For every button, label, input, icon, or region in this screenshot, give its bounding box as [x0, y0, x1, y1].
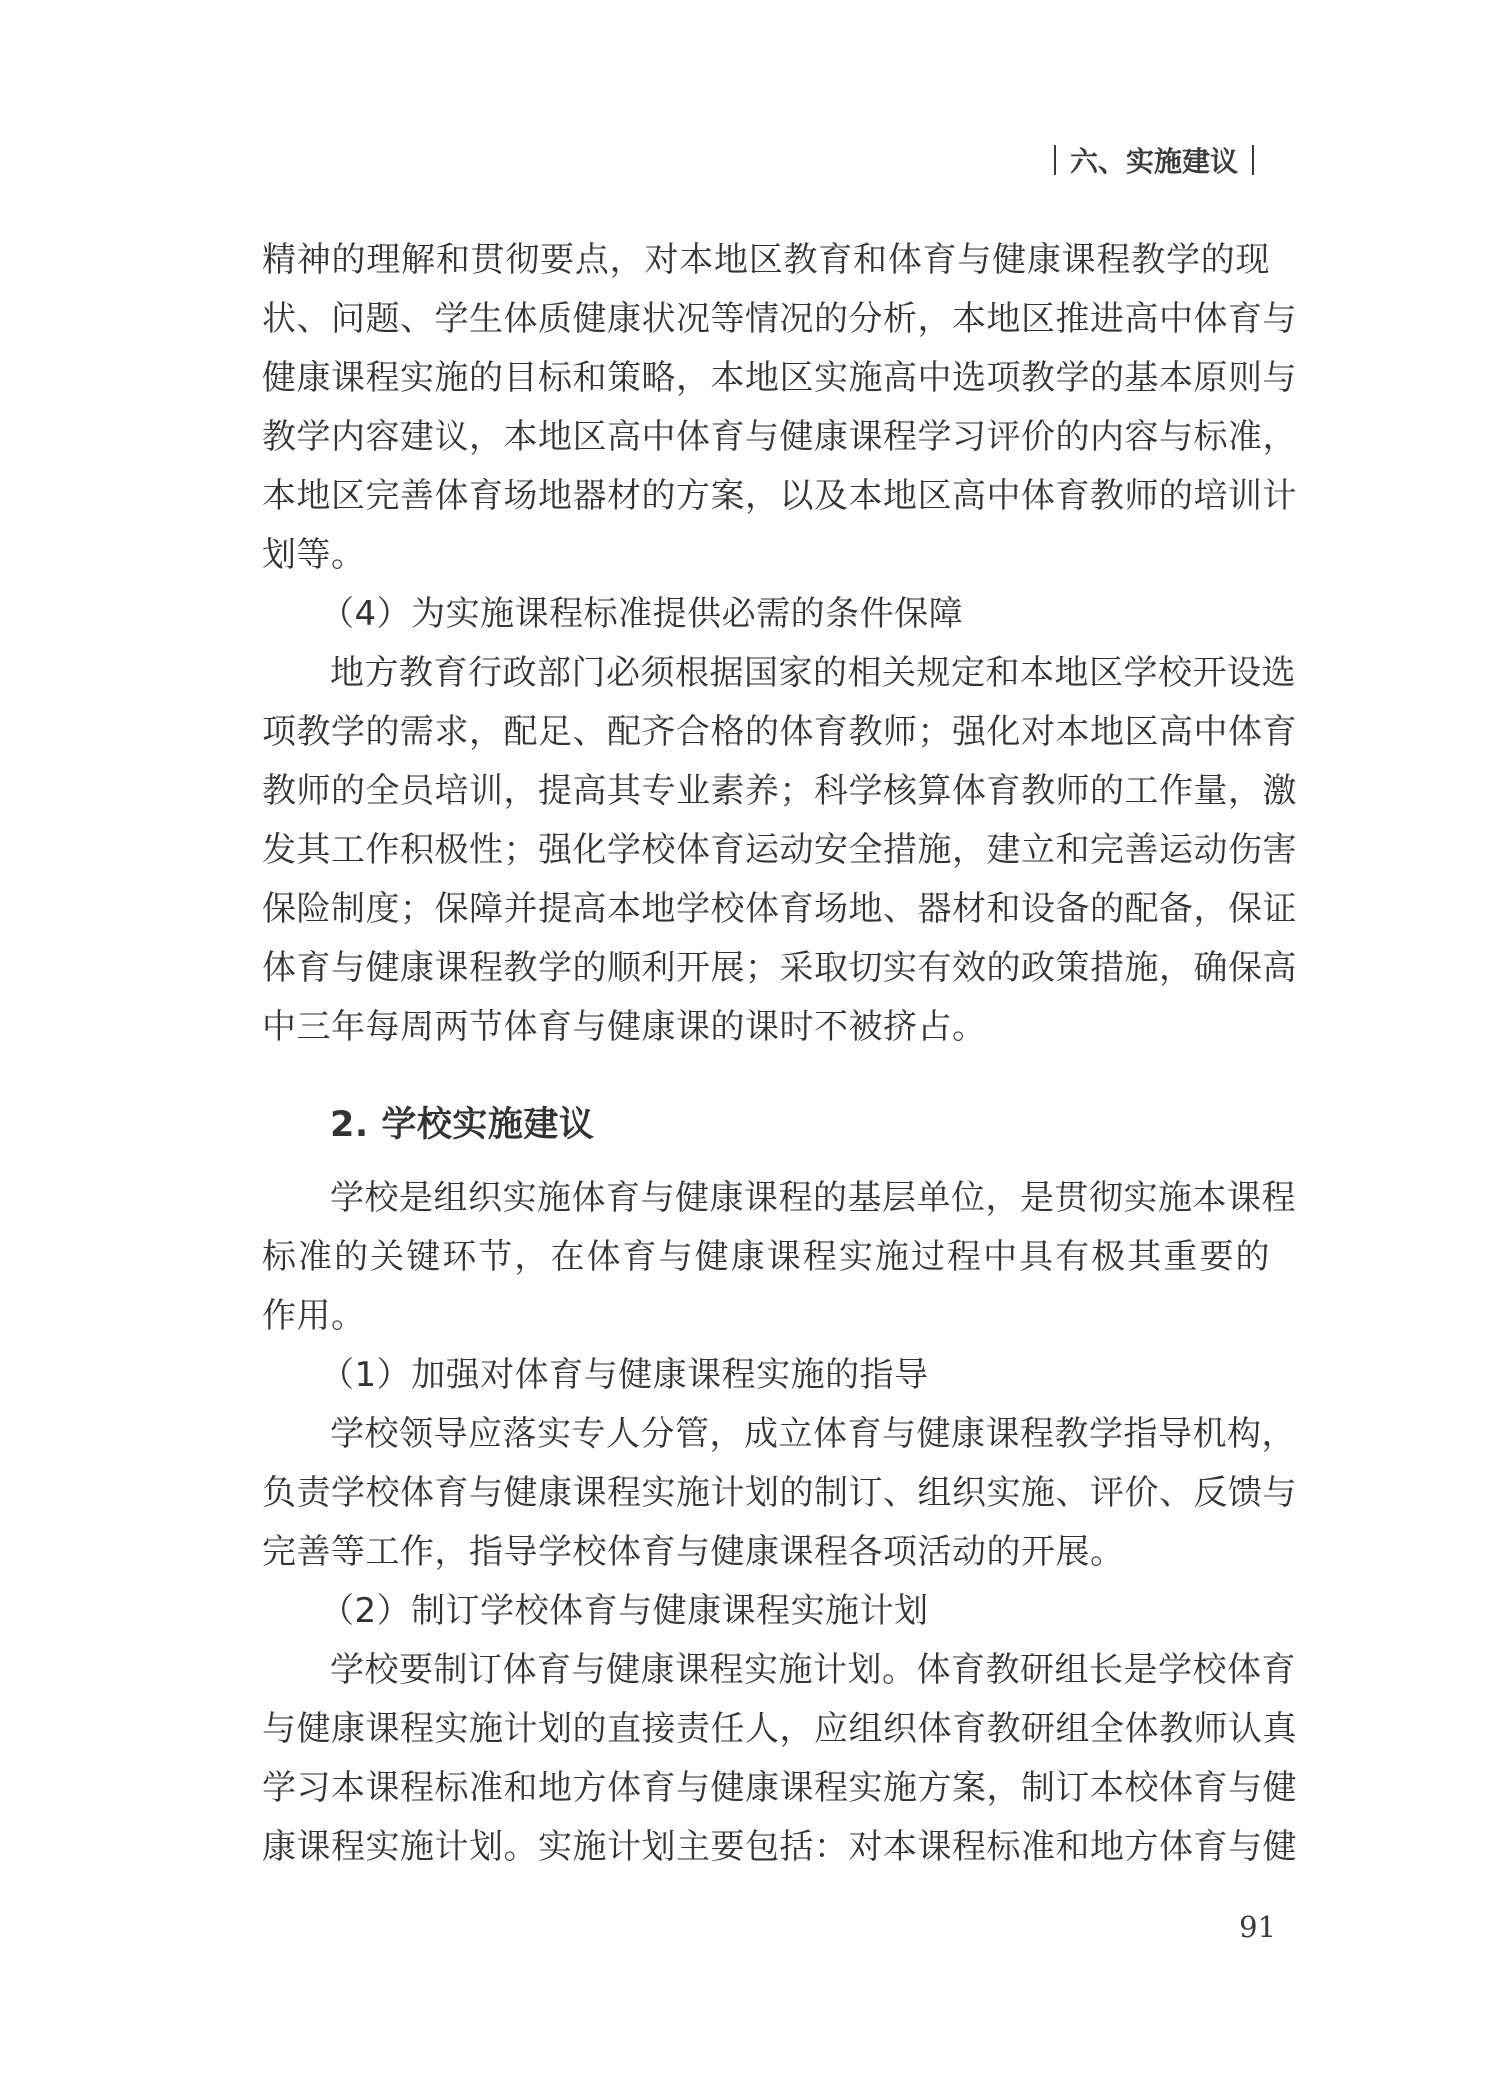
header-left-rule	[1054, 145, 1056, 175]
header-title: 六、实施建议	[1069, 145, 1238, 178]
paragraph-line: 与健康课程实施计划的直接责任人，应组织体育教研组全体教师认真	[262, 1709, 1297, 1749]
paragraph-line: 教学内容建议，本地区高中体育与健康课程学习评价的内容与标准，	[262, 417, 1297, 457]
paragraph-line: 发其工作积极性；强化学校体育运动安全措施，建立和完善运动伤害	[262, 830, 1297, 870]
paragraph-line: 项教学的需求，配足、配齐合格的体育教师；强化对本地区高中体育	[262, 712, 1297, 752]
paragraph-line: 康课程实施计划。实施计划主要包括：对本课程标准和地方体育与健	[262, 1827, 1297, 1867]
paragraph-line: 学习本课程标准和地方体育与健康课程实施方案，制订本校体育与健	[262, 1768, 1297, 1808]
paragraph-line: 学校领导应落实专人分管，成立体育与健康课程教学指导机构，	[330, 1414, 1296, 1454]
paragraph-line: 体育与健康课程教学的顺利开展；采取切实有效的政策措施，确保高	[262, 948, 1297, 988]
paragraph-line: 负责学校体育与健康课程实施计划的制订、组织实施、评价、反馈与	[262, 1473, 1297, 1513]
paragraph-line: 学校要制订体育与健康课程实施计划。体育教研组长是学校体育	[330, 1650, 1296, 1690]
paragraph-line: 划等。	[262, 535, 366, 575]
page-number: 91	[1239, 1910, 1276, 1944]
section-heading: 2. 学校实施建议	[330, 1105, 595, 1145]
paragraph-line: 健康课程实施的目标和策略，本地区实施高中选项教学的基本原则与	[262, 358, 1297, 398]
subsection-heading: （1）加强对体育与健康课程实施的指导	[320, 1355, 929, 1395]
paragraph-line: 作用。	[262, 1296, 366, 1336]
running-header	[1034, 140, 1274, 180]
subsection-heading: （4）为实施课程标准提供必需的条件保障	[320, 594, 964, 634]
subsection-heading: （2）制订学校体育与健康课程实施计划	[320, 1591, 929, 1631]
paragraph-line: 标准的关键环节，在体育与健康课程实施过程中具有极其重要的	[262, 1237, 1270, 1277]
paragraph-line: 教师的全员培训，提高其专业素养；科学核算体育教师的工作量，激	[262, 771, 1297, 811]
paragraph-line: 保险制度；保障并提高本地学校体育场地、器材和设备的配备，保证	[262, 889, 1297, 929]
paragraph-line: 本地区完善体育场地器材的方案，以及本地区高中体育教师的培训计	[262, 476, 1297, 516]
header-right-rule	[1252, 145, 1254, 175]
paragraph-line: 完善等工作，指导学校体育与健康课程各项活动的开展。	[262, 1532, 1125, 1572]
paragraph-line: 状、问题、学生体质健康状况等情况的分析，本地区推进高中体育与	[262, 299, 1297, 339]
paragraph-line: 地方教育行政部门必须根据国家的相关规定和本地区学校开设选	[330, 653, 1296, 693]
paragraph-line: 精神的理解和贯彻要点，对本地区教育和体育与健康课程教学的现	[262, 240, 1270, 280]
paragraph-line: 学校是组织实施体育与健康课程的基层单位，是贯彻实施本课程	[330, 1178, 1296, 1218]
paragraph-line: 中三年每周两节体育与健康课的课时不被挤占。	[262, 1007, 987, 1047]
